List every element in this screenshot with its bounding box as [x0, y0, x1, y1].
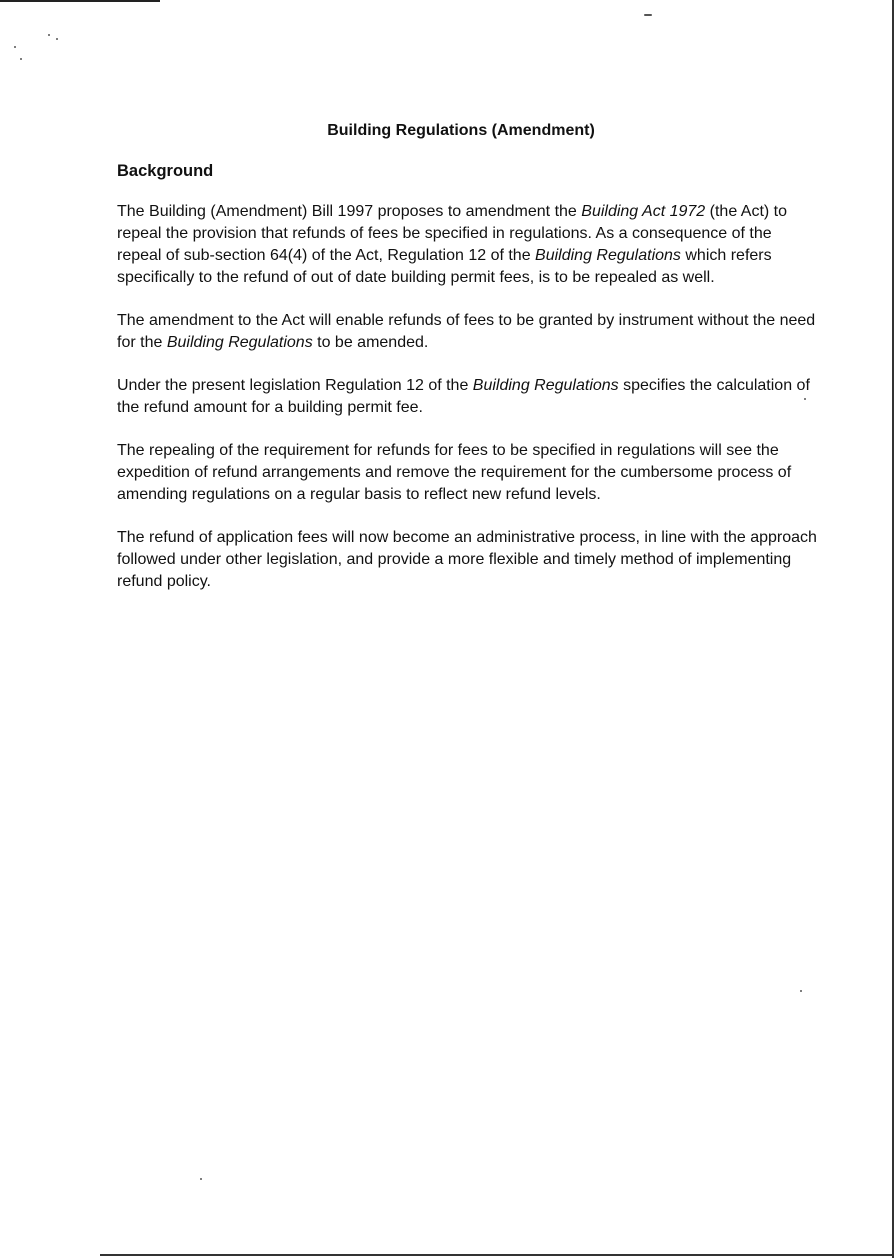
scan-speck — [20, 58, 22, 60]
scan-speck — [644, 14, 652, 16]
paragraph-5 — [117, 527, 817, 593]
document-title: Building Regulations (Amendment) — [327, 122, 595, 139]
paragraph-2 — [117, 310, 817, 354]
scan-speck — [200, 1178, 202, 1180]
scan-edge-top — [0, 0, 160, 2]
paragraph-text: The amendment to the Act will enable refunds of fees to be granted by instrument without the need for the — [117, 312, 816, 351]
italic-reference: Building Act 1972 — [581, 203, 706, 220]
paragraph-text: which refers specifically to the refund of out of date building permit fees, is to be repealed as well. — [117, 247, 772, 286]
scan-speck — [800, 990, 802, 992]
document-body — [117, 122, 817, 614]
paragraph-text: (the Act) to repeal the provision that refunds of fees be specified in regulations. As a consequence of the repeal of sub-section 64(4) of the Act, Regulation 12 of the — [117, 203, 788, 264]
paragraph-4 — [117, 440, 817, 506]
paragraph-text: specifies the calculation of the refund amount for a building permit fee. — [117, 377, 810, 416]
paragraph-text: The refund of application fees will now become an administrative process, in line with the approach followed under other legislation, and provide a more flexible and timely method of implementing refund policy. — [117, 529, 817, 590]
italic-reference: Building Regulations — [472, 377, 619, 394]
scan-speck — [14, 46, 16, 48]
paragraph-text: to be amended. — [312, 334, 429, 351]
paragraph-text: The Building (Amendment) Bill 1997 proposes to amendment the — [117, 203, 582, 220]
paragraph-1 — [117, 201, 817, 289]
paragraph-text: Under the present legislation Regulation 12 of the — [117, 377, 473, 394]
section-heading: Background — [117, 162, 214, 180]
paragraph-3 — [117, 375, 817, 419]
scan-speck — [56, 38, 58, 40]
italic-reference: Building Regulations — [535, 247, 681, 264]
scan-edge-bottom — [100, 1254, 894, 1256]
italic-reference: Building Regulations — [166, 334, 313, 351]
scan-speck — [48, 34, 50, 36]
paragraph-text: The repealing of the requirement for refunds for fees to be specified in regulations will see the expedition of refund arrangements and remove the requirement for the cumbersome process of amending regulations on a regular basis to reflect new refund levels. — [117, 442, 792, 503]
